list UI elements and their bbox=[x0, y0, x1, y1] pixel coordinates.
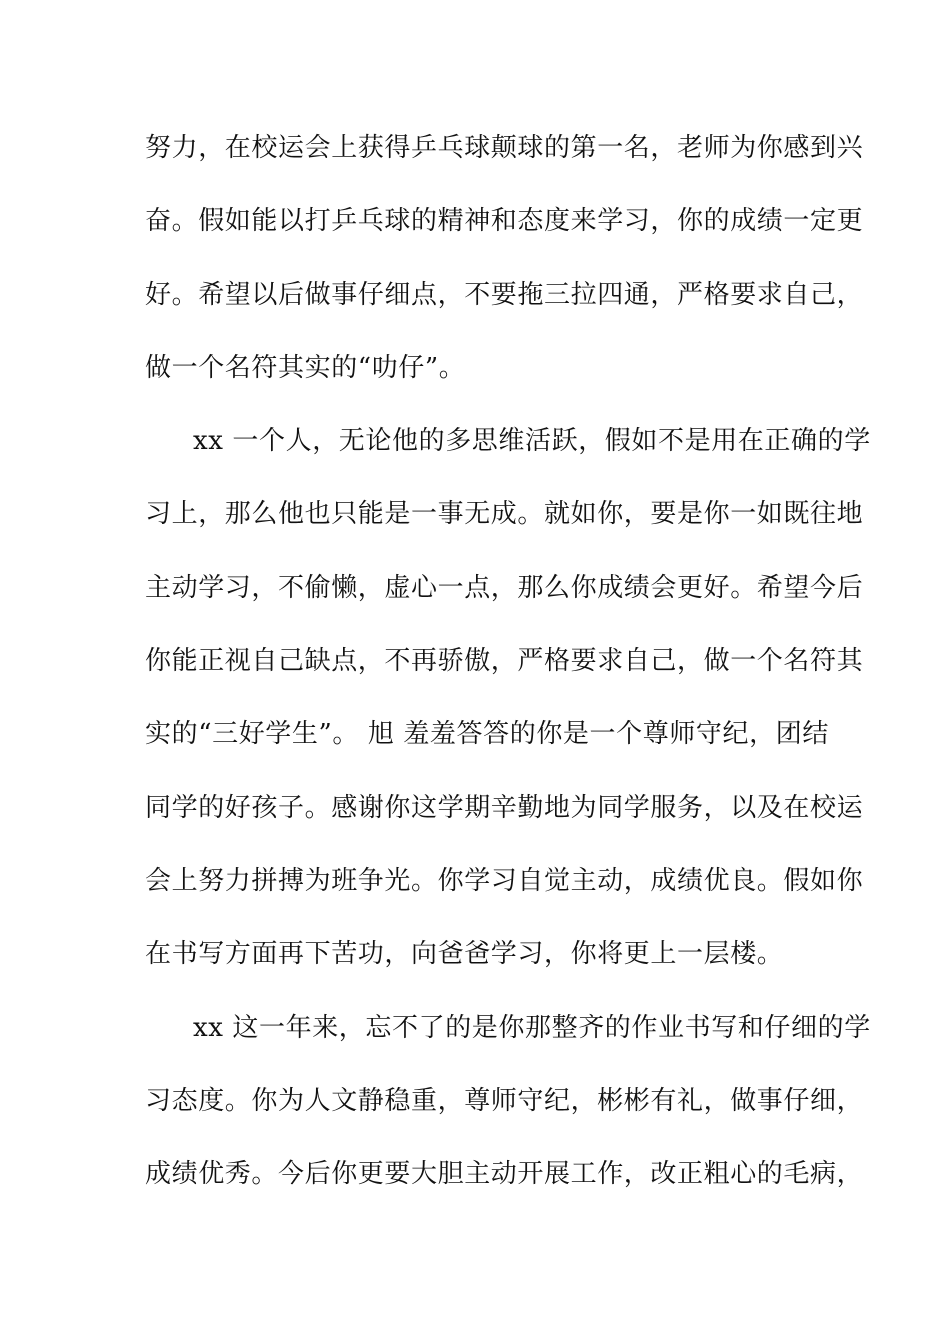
text-line: 做一个名符其实的“叻仔”。 bbox=[145, 352, 466, 383]
text-line: 好。希望以后做事仔细点，不要拖三拉四通，严格要求自己， bbox=[145, 279, 864, 310]
text-line: 奋。假如能以打乒乓球的精神和态度来学习，你的成绩一定更 bbox=[145, 206, 864, 237]
text-line: 实的“三好学生”。 旭 羞羞答答的你是一个尊师守纪，团结 bbox=[145, 719, 829, 750]
text-line: 习上，那么他也只能是一事无成。就如你，要是你一如既往地 bbox=[145, 499, 864, 530]
text-line: 同学的好孩子。感谢你这学期辛勤地为同学服务，以及在校运 bbox=[145, 792, 864, 823]
text-line: 习态度。你为人文静稳重，尊师守纪，彬彬有礼，做事仔细， bbox=[145, 1085, 864, 1116]
text-line: 努力，在校运会上获得乒乓球颠球的第一名，老师为你感到兴 bbox=[145, 133, 864, 163]
document-body bbox=[145, 128, 871, 1227]
text-line: 在书写方面再下苦功，向爸爸学习，你将更上一层楼。 bbox=[145, 939, 784, 970]
text-line: xx 这一年来，忘不了的是你那整齐的作业书写和仔细的学 bbox=[193, 1012, 871, 1043]
text-line: 成绩优秀。今后你更要大胆主动开展工作，改正粗心的毛病， bbox=[145, 1159, 864, 1190]
text-line: 你能正视自己缺点，不再骄傲，严格要求自己，做一个名符其 bbox=[145, 646, 864, 677]
text-line: xx 一个人，无论他的多思维活跃，假如不是用在正确的学 bbox=[193, 426, 871, 457]
text-line: 会上努力拼搏为班争光。你学习自觉主动，成绩优良。假如你 bbox=[145, 865, 864, 896]
text-line: 主动学习，不偷懒，虚心一点，那么你成绩会更好。希望今后 bbox=[145, 572, 864, 603]
